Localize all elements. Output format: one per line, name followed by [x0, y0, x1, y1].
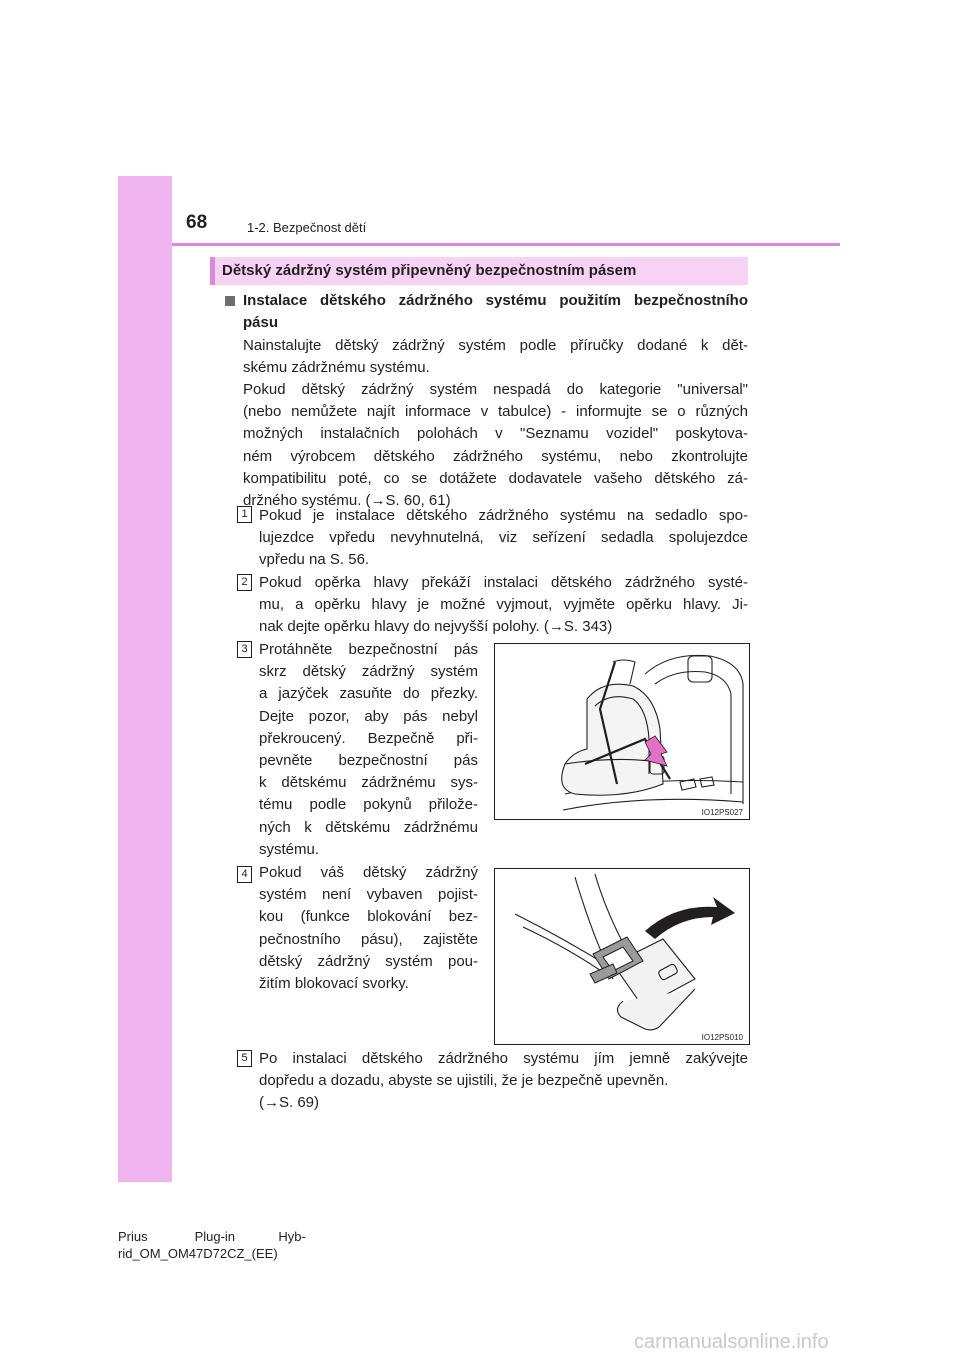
- text-line: systém není vybaven pojist-: [259, 886, 478, 904]
- text-line: žitím blokovací svorky.: [259, 975, 409, 993]
- text-line: možných instalačních polohách v "Seznamu vozidel" poskytova-: [243, 425, 748, 443]
- figure-code: IO12PS027: [701, 808, 743, 817]
- sidebar-tab: [118, 176, 172, 1182]
- heading-line: pásu: [243, 314, 279, 332]
- text-line: pevněte bezpečnostní pás: [259, 752, 478, 770]
- heading-line: Instalace dětského zádržného systému použitím bezpečnostního: [243, 292, 748, 309]
- compatibility-paragraph: [243, 379, 748, 512]
- intro-paragraph: [243, 335, 748, 379]
- step-number-badge: 2: [237, 574, 252, 591]
- step-2-text: [259, 572, 748, 639]
- step-1-text: [259, 505, 748, 572]
- locking-clip-illustration-icon: [495, 869, 749, 1044]
- document-footer: [118, 1228, 306, 1262]
- text-line: vpředu na S. 56.: [259, 551, 370, 569]
- bullet-square-icon: [225, 296, 235, 306]
- text-line: skému zádržnému systému.: [243, 359, 430, 377]
- text-line: pečnostního pásu), zajistěte: [259, 930, 478, 948]
- text-line: držného systému. (→S. 60, 61): [243, 492, 451, 510]
- watermark-text: carmanualsonline.info: [634, 1331, 829, 1353]
- step-4-text: [259, 862, 478, 995]
- step-number-badge: 1: [237, 506, 252, 523]
- subsection-heading: [243, 290, 748, 334]
- text-line: ném výrobcem dětského zádržného systému, nebo zkontrolujte: [243, 447, 748, 465]
- text-line: Pokud váš dětský zádržný: [259, 864, 478, 881]
- text-line: ných k dětskému zádržnému: [259, 818, 478, 836]
- chapter-title: 1-2. Bezpečnost dětí: [247, 220, 367, 235]
- text-line: Po instalaci dětského zádržného systému jím jemně zakývejte: [259, 1050, 748, 1067]
- footer-line: rid_OM_OM47D72CZ_(EE): [118, 1246, 278, 1261]
- text-line: tému podle pokynů přilože-: [259, 796, 478, 814]
- header-rule: [172, 243, 840, 246]
- text-line: Nainstalujte dětský zádržný systém podle příručky dodané k dět-: [243, 337, 748, 354]
- figure-code: IO12PS010: [701, 1033, 743, 1042]
- text-line: (nebo nemůžete najít informace v tabulce) - informujte se o různých: [243, 403, 748, 421]
- text-line: systému.: [259, 840, 320, 858]
- step-number-badge: 3: [237, 641, 252, 658]
- text-line: skrz dětský zádržný systém: [259, 663, 478, 681]
- step-number-badge: 4: [237, 866, 252, 883]
- section-title: Dětský zádržný systém připevněný bezpečnostním pásem: [222, 262, 637, 279]
- footer-line: Prius Plug-in Hyb-: [118, 1229, 306, 1244]
- text-line: Pokud je instalace dětského zádržného systému na sedadlo spo-: [259, 507, 748, 524]
- text-line: lujezdce vpředu nevyhnutelná, viz seřízení sedadla spolujezdce: [259, 529, 748, 547]
- locking-clip-figure: [494, 868, 750, 1045]
- text-line: Protáhněte bezpečnostní pás: [259, 641, 478, 658]
- text-line: (→S. 69): [259, 1094, 320, 1112]
- text-line: nak dejte opěrku hlavy do nejvyšší polohy. (→S. 343): [259, 618, 613, 636]
- text-line: Pokud dětský zádržný systém nespadá do kategorie "universal": [243, 381, 748, 398]
- text-line: dětský zádržný systém pou-: [259, 952, 478, 970]
- text-line: mu, a opěrku hlavy je možné vyjmout, vyjměte opěrku hlavy. Ji-: [259, 596, 748, 614]
- page-number: 68: [186, 212, 208, 233]
- text-line: Pokud opěrka hlavy překáží instalaci dětského zádržného systé-: [259, 574, 748, 591]
- step-number-badge: 5: [237, 1050, 252, 1067]
- step-5-text: [259, 1048, 748, 1115]
- text-line: Dejte pozor, aby pás nebyl: [259, 707, 478, 725]
- text-line: a jazýček zasuňte do přezky.: [259, 685, 478, 703]
- child-seat-installation-illustration-icon: [495, 644, 749, 819]
- step-3-text: [259, 639, 478, 861]
- text-line: překroucený. Bezpečně při-: [259, 729, 478, 747]
- text-line: kou (funkce blokování bez-: [259, 908, 478, 926]
- text-line: dopředu a dozadu, abyste se ujistili, že je bezpečně upevněn.: [259, 1072, 669, 1090]
- text-line: kompatibilitu poté, co se dotážete dodavatele vašeho dětského zá-: [243, 469, 748, 487]
- text-line: k dětskému zádržnému sys-: [259, 774, 478, 792]
- child-seat-installation-figure: [494, 643, 750, 820]
